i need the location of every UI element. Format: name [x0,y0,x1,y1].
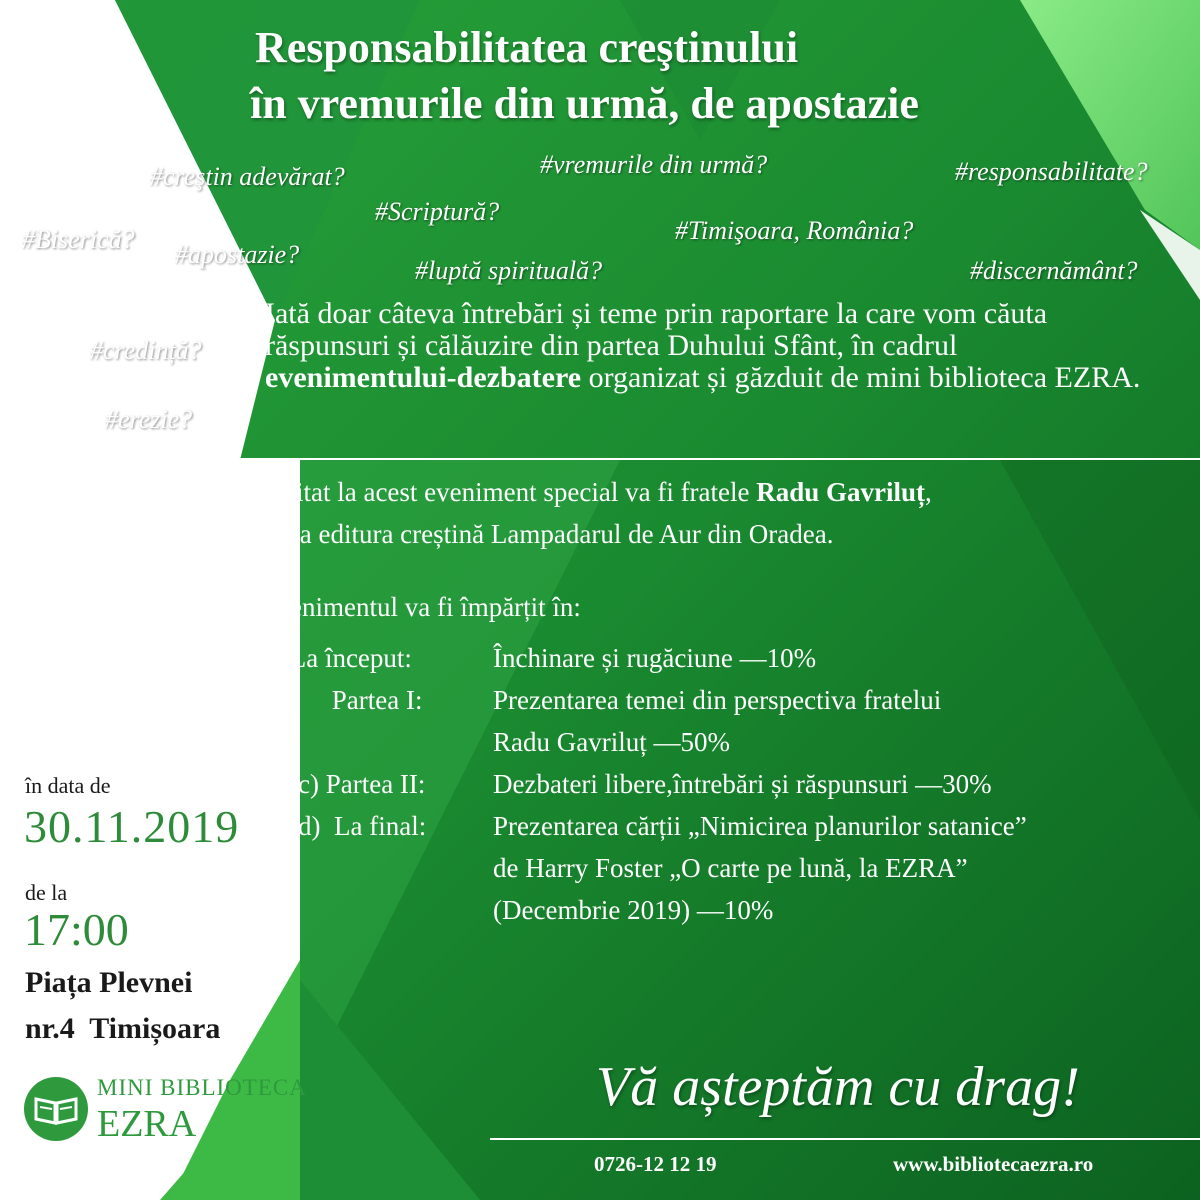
schedule-text: Prezentarea temei din perspectiva fratelui [493,685,942,715]
location-line-2: nr.4 Timișoara [25,1012,221,1045]
schedule-text: (Decembrie 2019) —10% [493,895,774,925]
guest-line-2: de la editura creștină Lampadarul de Aur din Oradea. [260,519,834,549]
hashtag: #vremurile din urmă? [540,150,768,179]
divider-bottom [490,1138,1200,1140]
schedule-label: c) Partea II: [298,769,426,799]
hashtag: #Timişoara, România? [675,216,914,245]
logo-line-2: EZRA [97,1103,197,1145]
hashtag: #responsabilitate? [955,157,1148,186]
hashtag: #luptă spirituală? [415,256,603,285]
schedule-text: Dezbateri libere,întrebări și răspunsuri —30% [493,769,992,799]
event-time: 17:00 [24,904,129,955]
schedule-text: de Harry Foster „O carte pe lună, la EZRA” [493,853,968,883]
title-line-2: în vremurile din urmă, de apostazie [250,79,919,128]
schedule-label: b) Partea I: [262,685,423,715]
logo-line-1: MINI BIBLIOTECA [97,1075,307,1100]
hashtag: #Scriptură? [375,197,500,226]
schedule-text: Radu Gavriluț —50% [493,727,730,757]
hashtag: #creştin adevărat? [150,162,345,191]
date-label: în data de [25,773,111,798]
hashtag: #apostazie? [175,240,300,269]
schedule-heading: Evenimentul va fi împărțit în: [260,592,581,622]
schedule-label: d) La final: [298,811,427,841]
intro-paragraph: Iată doar câteva întrebări și teme prin raportare la care vom căuta răspunsuri și călăuzire din partea Duhului Sfânt, în cadrul evenimentului-dezbatere organizat și găzduit de mini biblioteca EZRA. [265,297,1141,394]
hashtag: #erezie? [105,405,193,434]
title-line-1: Responsabilitatea creştinului [255,23,799,72]
website-link[interactable]: www.bibliotecaezra.ro [893,1152,1094,1176]
intro-bold: evenimentului-dezbatere [265,361,582,394]
closing-message: Vă așteptăm cu drag! [596,1056,1080,1118]
guest-line-1: Invitat la acest eveniment special va fi fratele Radu Gavriluț, [260,477,932,507]
hashtag: #discernământ? [970,256,1138,285]
phone-number: 0726-12 12 19 [594,1152,717,1176]
hashtag: #credință? [90,336,202,365]
book-icon [24,1077,88,1141]
logo-badge [24,1077,88,1141]
divider-top [65,458,1200,460]
schedule-label: a) La început: [262,643,412,673]
event-date: 30.11.2019 [24,801,240,852]
schedule-text: Prezentarea cărții „Nimicirea planurilor satanice” [493,811,1027,841]
location-line-1: Piața Plevnei [25,966,193,999]
time-label: de la [25,880,68,905]
hashtag: #Biserică? [22,225,135,254]
guest-name: Radu Gavriluț [756,477,926,507]
schedule-text: Închinare și rugăciune —10% [493,643,817,673]
